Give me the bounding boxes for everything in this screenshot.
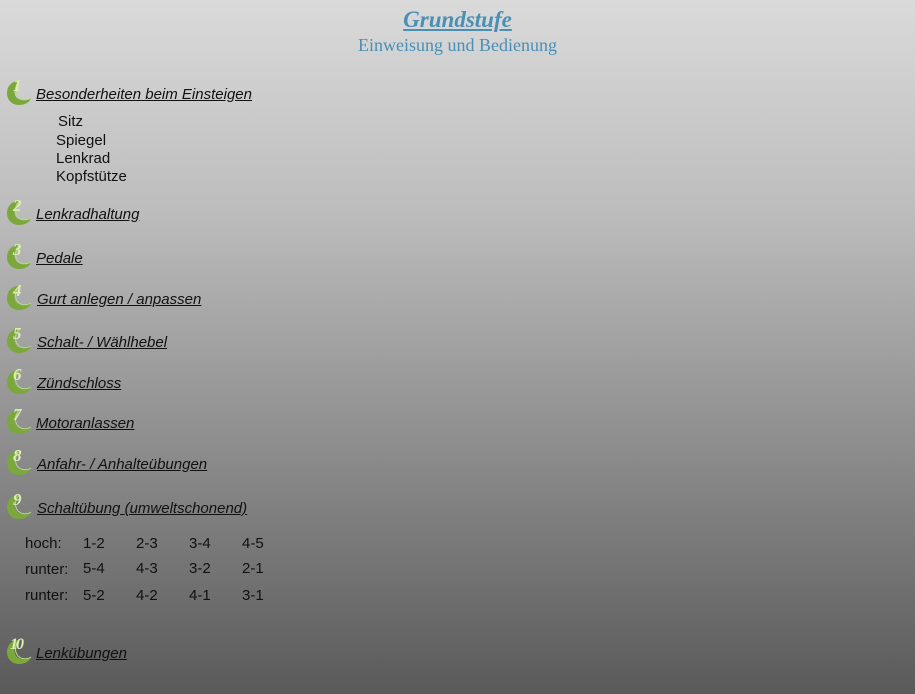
badge-number: 10 [10,636,22,653]
badge-number: 8 [13,446,20,465]
badge-number: 1 [13,76,20,95]
section-title: Schalt- / Wählhebel [37,334,168,351]
section-title: Schaltübung (umweltschonend) [37,500,248,517]
numbered-badge-icon [5,324,33,355]
gear-step: 2-3 [136,535,158,552]
numbered-badge-icon [5,76,33,107]
shift-label: runter: [25,587,69,604]
numbered-badge-icon [5,638,33,666]
einsteigen-item: Kopfstütze [56,168,127,185]
gear-step: 3-1 [242,587,264,604]
page-header [0,6,915,56]
badge-number: 2 [13,196,20,215]
numbered-badge-icon [5,405,33,436]
gear-step: 5-2 [83,587,105,604]
badge-number: 9 [13,490,20,509]
gear-step: 4-2 [136,587,158,604]
section-title: Besonderheiten beim Einsteigen [36,86,252,103]
badge-number: 6 [13,365,20,384]
section-title: Gurt anlegen / anpassen [37,291,202,308]
numbered-badge-icon [5,240,33,271]
gear-step: 3-2 [189,560,211,577]
einsteigen-item: Lenkrad [56,150,111,167]
numbered-badge-icon [5,490,33,521]
numbered-badge-icon [5,281,33,312]
numbered-badge-icon [5,446,33,477]
numbered-badge-icon [5,365,33,396]
einsteigen-item: Spiegel [56,132,107,149]
gear-step: 2-1 [242,560,264,577]
gear-step: 3-4 [189,535,211,552]
shift-label: runter: [25,561,69,578]
badge-number: 3 [13,240,20,259]
gear-step: 1-2 [83,535,105,552]
numbered-badge-icon [5,196,33,227]
page-subtitle: Einweisung und Bedienung [358,35,557,55]
badge-number: 4 [13,281,20,300]
section-title: Lenkübungen [36,645,127,662]
gear-step: 5-4 [83,560,105,577]
section-title: Anfahr- / Anhalteübungen [37,456,208,473]
einsteigen-item: Sitz [58,113,84,130]
gear-step: 4-5 [242,535,264,552]
section-title: Pedale [36,250,83,267]
badge-number: 5 [13,324,20,343]
section-title: Motoranlassen [36,415,135,432]
section-title: Lenkradhaltung [36,206,140,223]
page-title: Grundstufe [403,7,512,32]
gear-step: 4-1 [189,587,211,604]
shift-label: hoch: [25,535,62,552]
gear-step: 4-3 [136,560,158,577]
section-title: Zündschloss [37,375,122,392]
badge-number: 7 [13,405,20,424]
